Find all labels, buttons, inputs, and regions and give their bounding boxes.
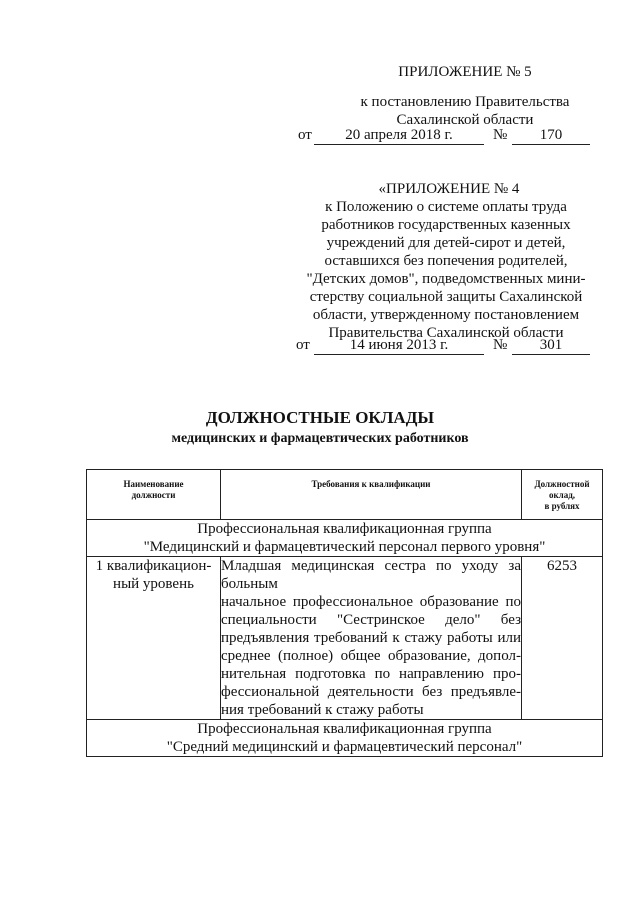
appendix-5-num-label: №: [493, 127, 508, 143]
appendix-4-line: стерству социальной защиты Сахалинской: [309, 289, 583, 305]
page-title: ДОЛЖНОСТНЫЕ ОКЛАДЫ: [205, 408, 435, 427]
group-cell: Профессиональная квалификационная группа "Медицинский и фармацевтический персонал первого уровня": [87, 520, 603, 557]
appendix-4-line: "Детских домов", подведомственных мини-: [306, 271, 586, 287]
appendix-5-date: 20 апреля 2018 г.: [314, 127, 484, 145]
appendix-4-num-label: №: [493, 337, 508, 353]
appendix-5-line2: Сахалинской области: [396, 112, 534, 128]
salary-table: [86, 469, 603, 757]
appendix-4-line: к Положению о системе оплаты труда: [325, 199, 567, 215]
table-row: [87, 557, 603, 720]
group-row: [87, 520, 603, 557]
appendix-4-line: области, утвержденному постановлением: [312, 307, 580, 323]
appendix-4-number: 301: [512, 337, 590, 355]
header-requirements: Требования к квалификации: [221, 470, 522, 520]
appendix-5-line1: к постановлению Правительства: [360, 94, 570, 110]
group-row: [87, 720, 603, 757]
table-header-row: [87, 470, 603, 520]
appendix-5-title: ПРИЛОЖЕНИЕ № 5: [398, 64, 532, 80]
appendix-5-from-label: от: [298, 127, 312, 143]
appendix-4-line: учреждений для детей-сирот и детей,: [326, 235, 566, 251]
salary-cell: 6253: [522, 557, 603, 720]
page-subtitle: медицинских и фармацевтических работников: [171, 431, 469, 446]
appendix-4-line: работников государственных казенных: [321, 217, 571, 233]
level-cell: 1 квалификацион- ный уровень: [87, 557, 221, 720]
appendix-5-block: [300, 63, 600, 129]
appendix-4-line: оставшихся без попечения родителей,: [324, 253, 568, 269]
appendix-4-title: «ПРИЛОЖЕНИЕ № 4: [378, 181, 520, 197]
appendix-4-date: 14 июня 2013 г.: [314, 337, 484, 355]
header-salary: Должностной оклад, в рублях: [522, 470, 603, 520]
group-cell: Профессиональная квалификационная группа "Средний медицинский и фармацевтический персонал": [87, 720, 603, 757]
appendix-4-from-label: от: [296, 337, 310, 353]
appendix-4-block: [290, 180, 602, 342]
appendix-5-number: 170: [512, 127, 590, 145]
header-position: Наименование должности: [87, 470, 221, 520]
requirements-cell: Младшая медицинская сестра по уходу за больным начальное профессиональное образование по специальности "Сестринское дело" без предъявления требований к стажу работы или среднее (полное) общее образование, допол- нительная подготовка по направлению про- фессиональной деятельности без предъявле- ния требований к стажу работы: [221, 558, 521, 718]
appendix-4-line: Правительства Сахалинской области: [328, 325, 564, 341]
